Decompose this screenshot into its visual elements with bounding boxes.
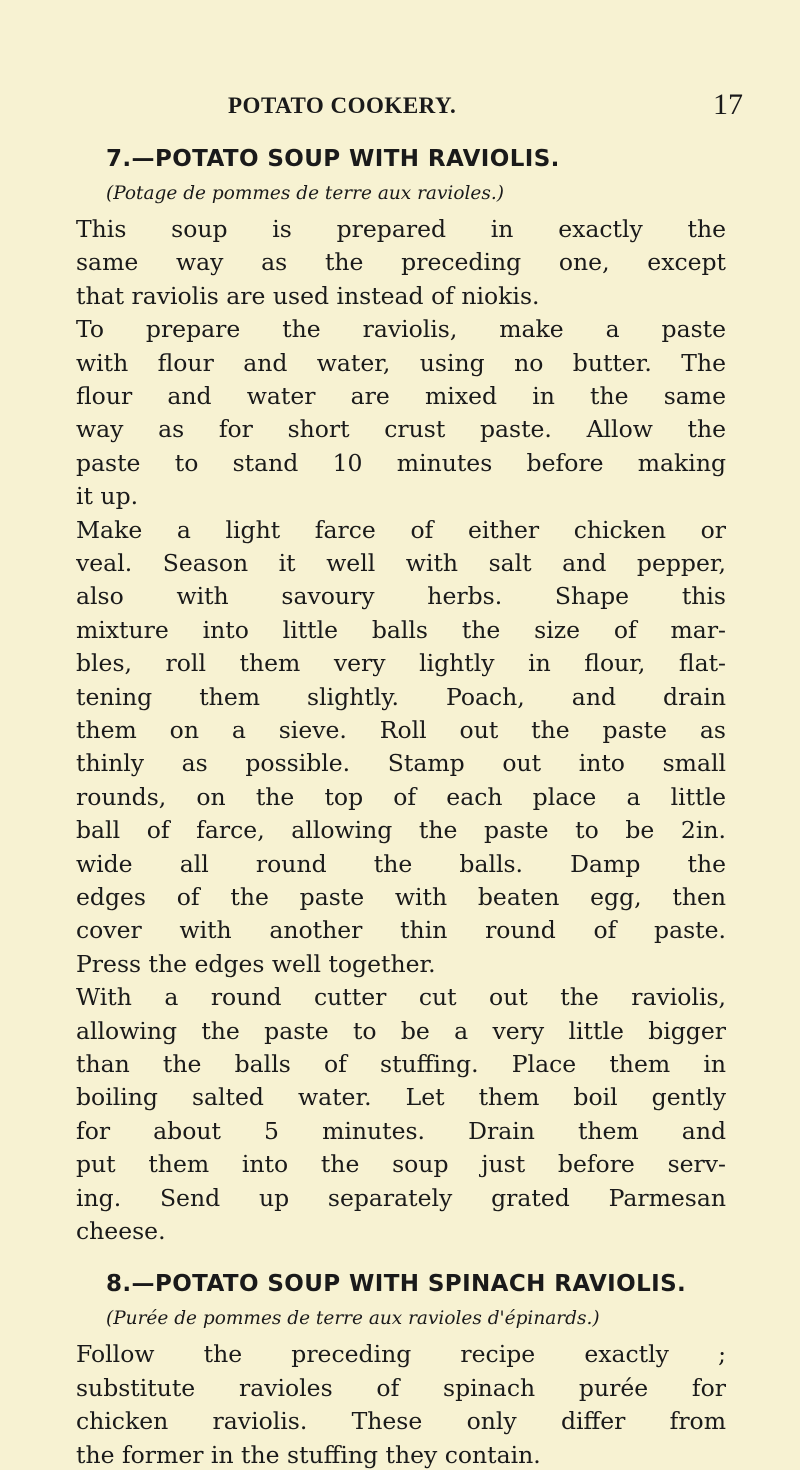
paragraph-line: thinly as possible. Stamp out into small: [76, 749, 726, 778]
paragraph-line: bles, roll them very lightly in flour, flat-: [76, 649, 726, 678]
paragraph-line: cheese.: [76, 1217, 166, 1245]
paragraph-line: wide all round the balls. Damp the: [76, 849, 726, 878]
paragraph-line: boiling salted water. Let them boil gently: [76, 1083, 726, 1112]
paragraph-line: rounds, on the top of each place a little: [76, 782, 726, 811]
paragraph-line: mixture into little balls the size of mar-: [76, 615, 726, 644]
paragraph-line: the former in the stuffing they contain.: [76, 1440, 541, 1469]
paragraph-line: To prepare the raviolis, make a paste: [76, 315, 726, 344]
paragraph-line: with flour and water, using no butter. The: [76, 348, 726, 377]
paragraph-line: flour and water are mixed in the same: [76, 382, 726, 410]
page-number: 17: [713, 88, 743, 121]
paragraph-line: Make a light farce of either chicken or: [76, 515, 726, 544]
paragraph-line: put them into the soup just before serv-: [76, 1150, 726, 1179]
paragraph-line: ing. Send up separately grated Parmesan: [76, 1183, 726, 1212]
recipe-title: 8.—POTATO SOUP WITH SPINACH RAVIOLIS.: [106, 1271, 687, 1298]
paragraph-line: it up.: [76, 482, 139, 511]
paragraph-line: Press the edges well together.: [76, 949, 436, 978]
paragraph-line: Follow the preceding recipe exactly ;: [76, 1340, 726, 1369]
paragraph-line: edges of the paste with beaten egg, then: [76, 883, 726, 911]
paragraph-line: With a round cutter cut out the raviolis,: [76, 983, 726, 1012]
paragraph-line: for about 5 minutes. Drain them and: [76, 1116, 726, 1145]
running-head: POTATO COOKERY.: [228, 93, 457, 118]
paragraph-line: them on a sieve. Roll out the paste as: [76, 716, 726, 744]
recipe-subtitle: (Purée de pommes de terre aux ravioles d'épinards.): [106, 1308, 600, 1330]
paragraph-line: veal. Season it well with salt and pepper,: [76, 549, 726, 577]
recipe-title: 7.—POTATO SOUP WITH RAVIOLIS.: [106, 146, 560, 172]
paragraph-line: ball of farce, allowing the paste to be 2in.: [76, 816, 726, 845]
paragraph-line: tening them slightly. Poach, and drain: [76, 682, 726, 711]
paragraph-line: paste to stand 10 minutes before making: [76, 448, 726, 477]
paragraph-line: allowing the paste to be a very little bigger: [76, 1016, 726, 1045]
paragraph-line: that raviolis are used instead of niokis.: [76, 281, 540, 310]
paragraph-line: also with savoury herbs. Shape this: [76, 582, 726, 611]
paragraph-line: than the balls of stuffing. Place them in: [76, 1050, 726, 1078]
paragraph-line: cover with another thin round of paste.: [76, 916, 726, 945]
paragraph-line: substitute ravioles of spinach purée for: [76, 1373, 726, 1402]
paragraph-line: This soup is prepared in exactly the: [76, 215, 726, 243]
paragraph-line: way as for short crust paste. Allow the: [76, 415, 726, 444]
paragraph-line: chicken raviolis. These only differ from: [76, 1407, 726, 1436]
recipe-subtitle: (Potage de pommes de terre aux ravioles.): [106, 183, 504, 204]
paragraph-line: same way as the preceding one, except: [76, 248, 726, 277]
